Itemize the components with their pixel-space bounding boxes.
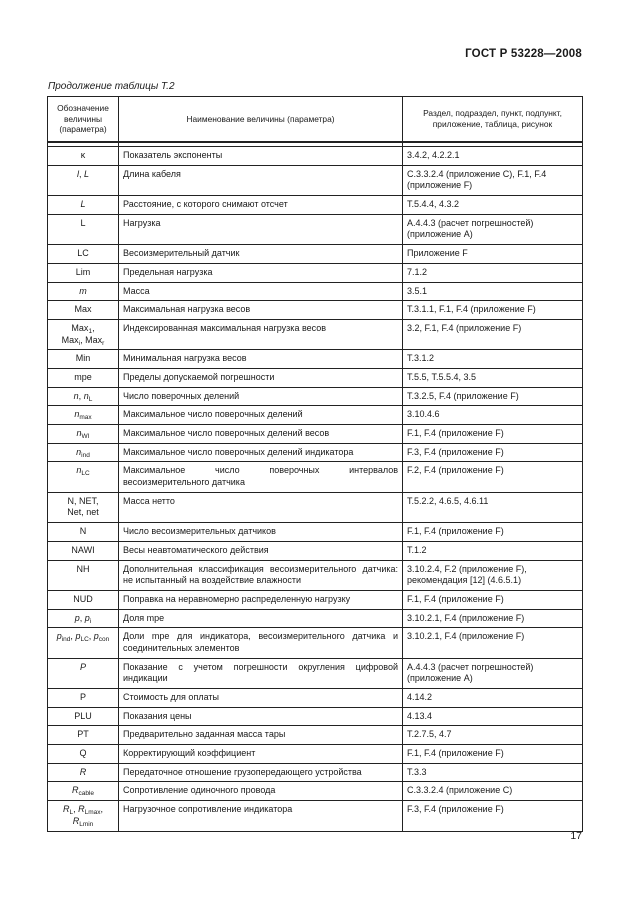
name-cell: Пределы допускаемой погрешности xyxy=(119,368,403,387)
table-row xyxy=(48,560,583,590)
name-cell: Стоимость для оплаты xyxy=(119,689,403,708)
symbol-cell: κ xyxy=(48,147,119,166)
name-cell: Передаточное отношение грузопередающего устройства xyxy=(119,763,403,782)
name-cell: Показатель экспоненты xyxy=(119,147,403,166)
reference-cell: С.3.3.2.4 (приложение С) xyxy=(403,782,583,801)
name-cell: Корректирующий коэффициент xyxy=(119,745,403,764)
table-row xyxy=(48,368,583,387)
symbol-cell: NUD xyxy=(48,590,119,609)
table-row xyxy=(48,541,583,560)
reference-cell: Т.5.4.4, 4.3.2 xyxy=(403,196,583,215)
symbol-cell: R xyxy=(48,763,119,782)
reference-cell: Т.2.7.5, 4.7 xyxy=(403,726,583,745)
reference-cell: 7.1.2 xyxy=(403,263,583,282)
name-cell: Минимальная нагрузка весов xyxy=(119,350,403,369)
symbol-cell: m xyxy=(48,282,119,301)
table-row xyxy=(48,689,583,708)
name-cell: Длина кабеля xyxy=(119,165,403,195)
reference-cell: С.3.3.2.4 (приложение С), F.1, F.4 (приложение F) xyxy=(403,165,583,195)
symbol-cell: $R_L$, $R_{Lmax}$, $R_{Lmin}$ xyxy=(48,801,119,831)
symbol-cell: NH xyxy=(48,560,119,590)
reference-cell: F.1, F.4 (приложение F) xyxy=(403,523,583,542)
table-row xyxy=(48,443,583,462)
reference-cell: F.3, F.4 (приложение F) xyxy=(403,801,583,831)
symbol-cell: l, L xyxy=(48,165,119,195)
reference-cell: Т.3.2.5, F.4 (приложение F) xyxy=(403,387,583,406)
reference-cell: Т.5.5, Т.5.5.4, 3.5 xyxy=(403,368,583,387)
name-cell: Максимальное число поверочных делений индикатора xyxy=(119,443,403,462)
table-row xyxy=(48,462,583,492)
name-cell: Максимальная нагрузка весов xyxy=(119,301,403,320)
header-symbol: Обозначение величины (параметра) xyxy=(48,97,119,143)
name-cell: Расстояние, с которого снимают отсчет xyxy=(119,196,403,215)
symbol-cell: $p_{ind}$, $p_{LC}$, $p_{con}$ xyxy=(48,628,119,658)
name-cell: Показания цены xyxy=(119,707,403,726)
name-cell: Масса xyxy=(119,282,403,301)
table-row xyxy=(48,590,583,609)
table-row xyxy=(48,245,583,264)
symbol-cell: $R_{cable}$ xyxy=(48,782,119,801)
table-row xyxy=(48,658,583,688)
reference-cell: 3.4.2, 4.2.2.1 xyxy=(403,147,583,166)
symbol-cell: P xyxy=(48,689,119,708)
reference-cell: Т.3.1.1, F.1, F.4 (приложение F) xyxy=(403,301,583,320)
symbol-cell: Q xyxy=(48,745,119,764)
symbol-cell: LC xyxy=(48,245,119,264)
table-row xyxy=(48,801,583,831)
symbol-cell: $n_{LC}$ xyxy=(48,462,119,492)
symbols-table xyxy=(47,96,583,832)
name-cell: Нагрузочное сопротивление индикатора xyxy=(119,801,403,831)
symbol-cell: n, $n_L$ xyxy=(48,387,119,406)
reference-cell: Т.3.3 xyxy=(403,763,583,782)
symbol-cell: P xyxy=(48,658,119,688)
reference-cell: 4.13.4 xyxy=(403,707,583,726)
reference-cell: А.4.4.3 (расчет погрешностей) (приложение А) xyxy=(403,658,583,688)
table-row xyxy=(48,263,583,282)
table-header-row xyxy=(48,97,583,143)
symbol-cell: PT xyxy=(48,726,119,745)
name-cell: Масса нетто xyxy=(119,492,403,522)
page-number: 17 xyxy=(570,830,582,842)
name-cell: Предельная нагрузка xyxy=(119,263,403,282)
table-row xyxy=(48,350,583,369)
table-row xyxy=(48,492,583,522)
name-cell: Индексированная максимальная нагрузка весов xyxy=(119,319,403,349)
name-cell: Весоизмерительный датчик xyxy=(119,245,403,264)
reference-cell: F.2, F.4 (приложение F) xyxy=(403,462,583,492)
name-cell: Нагрузка xyxy=(119,214,403,244)
name-cell: Поправка на неравномерно распределенную нагрузку xyxy=(119,590,403,609)
table-row xyxy=(48,196,583,215)
table-row xyxy=(48,609,583,628)
reference-cell: F.1, F.4 (приложение F) xyxy=(403,425,583,444)
table-row xyxy=(48,628,583,658)
reference-cell: 3.2, F.1, F.4 (приложение F) xyxy=(403,319,583,349)
symbol-cell: PLU xyxy=(48,707,119,726)
table-row xyxy=(48,726,583,745)
standard-number: ГОСТ Р 53228—2008 xyxy=(465,48,582,60)
table-row xyxy=(48,147,583,166)
reference-cell: А.4.4.3 (расчет погрешностей) (приложение А) xyxy=(403,214,583,244)
table-caption: Продолжение таблицы Т.2 xyxy=(48,81,175,92)
table-row xyxy=(48,214,583,244)
table-row xyxy=(48,425,583,444)
name-cell: Максимальное число поверочных интервалов весоизмерительного датчика xyxy=(119,462,403,492)
reference-cell: 3.10.2.4, F.2 (приложение F), рекомендация [12] (4.6.5.1) xyxy=(403,560,583,590)
symbol-cell: N xyxy=(48,523,119,542)
symbol-cell: N, NET, Net, net xyxy=(48,492,119,522)
name-cell: Доля mpe xyxy=(119,609,403,628)
table-row xyxy=(48,745,583,764)
symbol-cell: NAWI xyxy=(48,541,119,560)
name-cell: Весы неавтоматического действия xyxy=(119,541,403,560)
reference-cell: Т.5.2.2, 4.6.5, 4.6.11 xyxy=(403,492,583,522)
table-row xyxy=(48,301,583,320)
table-row xyxy=(48,319,583,349)
symbol-cell: Max xyxy=(48,301,119,320)
reference-cell: Приложение F xyxy=(403,245,583,264)
reference-cell: Т.3.1.2 xyxy=(403,350,583,369)
header-name: Наименование величины (параметра) xyxy=(119,97,403,143)
table-row xyxy=(48,406,583,425)
reference-cell: Т.1.2 xyxy=(403,541,583,560)
table-row xyxy=(48,523,583,542)
reference-cell: 3.10.2.1, F.4 (приложение F) xyxy=(403,609,583,628)
symbol-cell: mpe xyxy=(48,368,119,387)
reference-cell: F.1, F.4 (приложение F) xyxy=(403,590,583,609)
symbol-cell: p, $p_i$ xyxy=(48,609,119,628)
symbol-cell: Max$_1$, Max$_i$, Max$_r$ xyxy=(48,319,119,349)
reference-cell: 4.14.2 xyxy=(403,689,583,708)
table-row xyxy=(48,282,583,301)
name-cell: Доли mpe для индикатора, весоизмерительного датчика и соединительных элементов xyxy=(119,628,403,658)
reference-cell: 3.10.4.6 xyxy=(403,406,583,425)
reference-cell: 3.5.1 xyxy=(403,282,583,301)
name-cell: Показание с учетом погрешности округления цифровой индикации xyxy=(119,658,403,688)
name-cell: Число весоизмерительных датчиков xyxy=(119,523,403,542)
symbol-cell: L xyxy=(48,196,119,215)
symbol-cell: Min xyxy=(48,350,119,369)
name-cell: Максимальное число поверочных делений xyxy=(119,406,403,425)
name-cell: Сопротивление одиночного провода xyxy=(119,782,403,801)
name-cell: Максимальное число поверочных делений весов xyxy=(119,425,403,444)
name-cell: Предварительно заданная масса тары xyxy=(119,726,403,745)
table-row xyxy=(48,707,583,726)
symbol-cell: Lim xyxy=(48,263,119,282)
name-cell: Число поверочных делений xyxy=(119,387,403,406)
symbol-cell: $n_{ind}$ xyxy=(48,443,119,462)
reference-cell: 3.10.2.1, F.4 (приложение F) xyxy=(403,628,583,658)
table-row xyxy=(48,782,583,801)
symbol-cell: $n_{WI}$ xyxy=(48,425,119,444)
table-row xyxy=(48,165,583,195)
header-reference: Раздел, подраздел, пункт, подпункт, приложение, таблица, рисунок xyxy=(403,97,583,143)
symbol-cell: $n_{max}$ xyxy=(48,406,119,425)
table-row xyxy=(48,387,583,406)
name-cell: Дополнительная классификация весоизмерительного датчика: не испытанный на воздействие влажности xyxy=(119,560,403,590)
reference-cell: F.1, F.4 (приложение F) xyxy=(403,745,583,764)
symbol-cell: L xyxy=(48,214,119,244)
table-row xyxy=(48,763,583,782)
reference-cell: F.3, F.4 (приложение F) xyxy=(403,443,583,462)
